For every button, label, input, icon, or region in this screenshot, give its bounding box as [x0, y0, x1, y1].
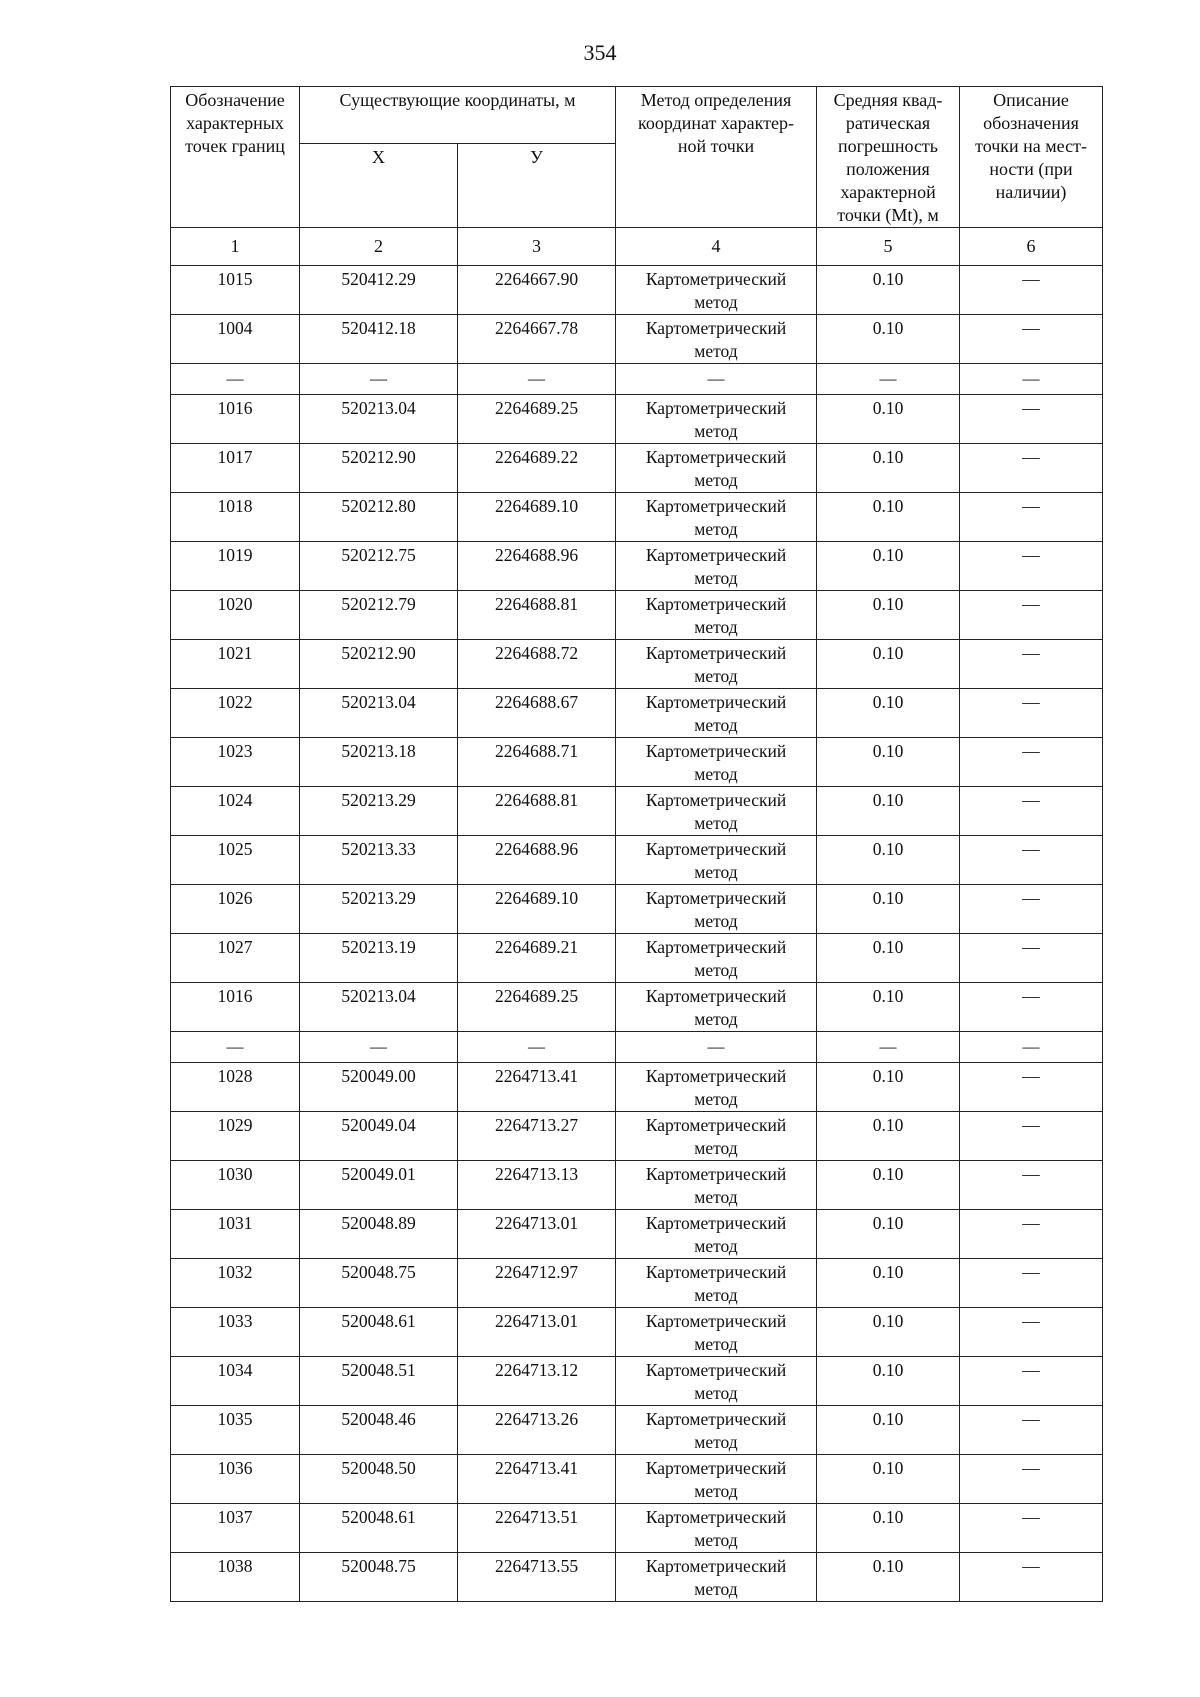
table-row: [171, 1308, 1103, 1357]
error-cell: 0.10: [817, 1455, 960, 1504]
description-dash: —: [960, 364, 1103, 395]
error-cell: 0.10: [817, 1504, 960, 1553]
error-cell: 0.10: [817, 836, 960, 885]
coordinates-table: [170, 86, 1103, 1602]
description-dash: —: [960, 493, 1103, 542]
table-row: [171, 934, 1103, 983]
separator-row: [171, 1032, 1103, 1063]
column-number: 3: [458, 228, 616, 266]
y-coordinate-cell: 2264713.51: [458, 1504, 616, 1553]
method-dash: —: [616, 1032, 817, 1063]
error-cell: 0.10: [817, 395, 960, 444]
x-coordinate-cell: 520049.04: [300, 1112, 458, 1161]
table-row: [171, 315, 1103, 364]
method-cell: Картометрический метод: [616, 493, 817, 542]
table-row: [171, 640, 1103, 689]
description-dash: —: [960, 934, 1103, 983]
x-coordinate-cell: 520048.46: [300, 1406, 458, 1455]
point-cell: 1034: [171, 1357, 300, 1406]
y-coordinate-cell: 2264713.01: [458, 1308, 616, 1357]
error-cell: 0.10: [817, 1210, 960, 1259]
x-coordinate-dash: —: [300, 364, 458, 395]
table-row: [171, 983, 1103, 1032]
method-cell: Картометрический метод: [616, 1063, 817, 1112]
method-cell: Картометрический метод: [616, 689, 817, 738]
separator-row: [171, 364, 1103, 395]
error-dash: —: [817, 364, 960, 395]
error-cell: 0.10: [817, 591, 960, 640]
error-cell: 0.10: [817, 1112, 960, 1161]
error-cell: 0.10: [817, 1063, 960, 1112]
y-coordinate-cell: 2264688.81: [458, 591, 616, 640]
point-cell: 1016: [171, 395, 300, 444]
description-dash: —: [960, 1032, 1103, 1063]
error-cell: 0.10: [817, 1553, 960, 1602]
table-row: [171, 395, 1103, 444]
point-cell: 1017: [171, 444, 300, 493]
method-cell: Картометрический метод: [616, 591, 817, 640]
table-row: [171, 1063, 1103, 1112]
y-coordinate-cell: 2264713.26: [458, 1406, 616, 1455]
point-cell: 1037: [171, 1504, 300, 1553]
method-cell: Картометрический метод: [616, 1406, 817, 1455]
x-coordinate-cell: 520213.33: [300, 836, 458, 885]
x-coordinate-cell: 520048.50: [300, 1455, 458, 1504]
point-cell: 1029: [171, 1112, 300, 1161]
description-dash: —: [960, 315, 1103, 364]
error-cell: 0.10: [817, 1308, 960, 1357]
point-cell: 1030: [171, 1161, 300, 1210]
y-coordinate-dash: —: [458, 1032, 616, 1063]
x-coordinate-cell: 520213.19: [300, 934, 458, 983]
table-row: [171, 542, 1103, 591]
description-dash: —: [960, 266, 1103, 315]
table-row: [171, 266, 1103, 315]
method-cell: Картометрический метод: [616, 266, 817, 315]
method-cell: Картометрический метод: [616, 395, 817, 444]
description-dash: —: [960, 738, 1103, 787]
page-number: 354: [583, 40, 617, 65]
description-dash: —: [960, 1308, 1103, 1357]
description-dash: —: [960, 689, 1103, 738]
error-cell: 0.10: [817, 542, 960, 591]
description-dash: —: [960, 1406, 1103, 1455]
x-coordinate-cell: 520212.90: [300, 444, 458, 493]
table-row: [171, 1112, 1103, 1161]
method-cell: Картометрический метод: [616, 1504, 817, 1553]
description-dash: —: [960, 1553, 1103, 1602]
column-number: 2: [300, 228, 458, 266]
column-number: 5: [817, 228, 960, 266]
table-row: [171, 1357, 1103, 1406]
description-dash: —: [960, 591, 1103, 640]
x-coordinate-cell: 520049.01: [300, 1161, 458, 1210]
x-coordinate-cell: 520048.61: [300, 1308, 458, 1357]
header-point: Обозначение характерных точек границ: [171, 87, 300, 228]
point-dash: —: [171, 1032, 300, 1063]
y-coordinate-cell: 2264713.01: [458, 1210, 616, 1259]
point-cell: 1024: [171, 787, 300, 836]
column-number: 4: [616, 228, 817, 266]
y-coordinate-cell: 2264713.55: [458, 1553, 616, 1602]
table-row: [171, 1406, 1103, 1455]
y-coordinate-cell: 2264667.78: [458, 315, 616, 364]
point-cell: 1004: [171, 315, 300, 364]
point-cell: 1025: [171, 836, 300, 885]
header-description: Описание обозначения точки на мест-ности (при наличии): [960, 87, 1103, 228]
header-x: Х: [300, 144, 458, 228]
table-row: [171, 885, 1103, 934]
y-coordinate-cell: 2264713.41: [458, 1063, 616, 1112]
method-cell: Картометрический метод: [616, 885, 817, 934]
description-dash: —: [960, 836, 1103, 885]
method-cell: Картометрический метод: [616, 1357, 817, 1406]
x-coordinate-cell: 520213.04: [300, 689, 458, 738]
point-cell: 1021: [171, 640, 300, 689]
x-coordinate-cell: 520048.89: [300, 1210, 458, 1259]
method-dash: —: [616, 364, 817, 395]
description-dash: —: [960, 1455, 1103, 1504]
y-coordinate-cell: 2264688.67: [458, 689, 616, 738]
error-cell: 0.10: [817, 738, 960, 787]
point-cell: 1035: [171, 1406, 300, 1455]
point-cell: 1019: [171, 542, 300, 591]
point-cell: 1018: [171, 493, 300, 542]
description-dash: —: [960, 444, 1103, 493]
y-coordinate-cell: 2264689.25: [458, 983, 616, 1032]
y-coordinate-cell: 2264689.21: [458, 934, 616, 983]
method-cell: Картометрический метод: [616, 934, 817, 983]
table-row: [171, 689, 1103, 738]
method-cell: Картометрический метод: [616, 1112, 817, 1161]
error-cell: 0.10: [817, 1259, 960, 1308]
x-coordinate-cell: 520212.90: [300, 640, 458, 689]
y-coordinate-cell: 2264667.90: [458, 266, 616, 315]
table-row: [171, 1259, 1103, 1308]
point-cell: 1022: [171, 689, 300, 738]
error-cell: 0.10: [817, 983, 960, 1032]
point-cell: 1028: [171, 1063, 300, 1112]
description-dash: —: [960, 640, 1103, 689]
table-row: [171, 493, 1103, 542]
table-row: [171, 787, 1103, 836]
x-coordinate-cell: 520048.75: [300, 1259, 458, 1308]
table-body: [171, 266, 1103, 1602]
y-coordinate-cell: 2264713.13: [458, 1161, 616, 1210]
x-coordinate-cell: 520412.18: [300, 315, 458, 364]
x-coordinate-cell: 520048.51: [300, 1357, 458, 1406]
table-row: [171, 1161, 1103, 1210]
table-row: [171, 444, 1103, 493]
y-coordinate-cell: 2264689.25: [458, 395, 616, 444]
x-coordinate-cell: 520213.04: [300, 395, 458, 444]
point-cell: 1031: [171, 1210, 300, 1259]
description-dash: —: [960, 1112, 1103, 1161]
table-row: [171, 1455, 1103, 1504]
point-cell: 1027: [171, 934, 300, 983]
y-coordinate-cell: 2264713.12: [458, 1357, 616, 1406]
method-cell: Картометрический метод: [616, 836, 817, 885]
y-coordinate-cell: 2264713.27: [458, 1112, 616, 1161]
point-cell: 1020: [171, 591, 300, 640]
point-cell: 1032: [171, 1259, 300, 1308]
y-coordinate-cell: 2264689.10: [458, 493, 616, 542]
error-dash: —: [817, 1032, 960, 1063]
y-coordinate-cell: 2264712.97: [458, 1259, 616, 1308]
point-cell: 1036: [171, 1455, 300, 1504]
method-cell: Картометрический метод: [616, 1455, 817, 1504]
method-cell: Картометрический метод: [616, 640, 817, 689]
table-row: [171, 738, 1103, 787]
error-cell: 0.10: [817, 787, 960, 836]
table-header: [171, 87, 1103, 266]
table-row: [171, 1504, 1103, 1553]
method-cell: Картометрический метод: [616, 315, 817, 364]
y-coordinate-cell: 2264688.71: [458, 738, 616, 787]
method-cell: Картометрический метод: [616, 542, 817, 591]
x-coordinate-cell: 520048.75: [300, 1553, 458, 1602]
table-row: [171, 1553, 1103, 1602]
method-cell: Картометрический метод: [616, 1210, 817, 1259]
point-cell: 1023: [171, 738, 300, 787]
y-coordinate-cell: 2264688.81: [458, 787, 616, 836]
y-coordinate-cell: 2264688.96: [458, 836, 616, 885]
point-cell: 1016: [171, 983, 300, 1032]
table-row: [171, 1210, 1103, 1259]
error-cell: 0.10: [817, 689, 960, 738]
error-cell: 0.10: [817, 315, 960, 364]
description-dash: —: [960, 885, 1103, 934]
y-coordinate-cell: 2264688.96: [458, 542, 616, 591]
x-coordinate-cell: 520212.75: [300, 542, 458, 591]
description-dash: —: [960, 1504, 1103, 1553]
description-dash: —: [960, 1210, 1103, 1259]
point-cell: 1026: [171, 885, 300, 934]
method-cell: Картометрический метод: [616, 787, 817, 836]
table-row: [171, 591, 1103, 640]
point-cell: 1033: [171, 1308, 300, 1357]
method-cell: Картометрический метод: [616, 1259, 817, 1308]
column-number: 1: [171, 228, 300, 266]
y-coordinate-dash: —: [458, 364, 616, 395]
method-cell: Картометрический метод: [616, 983, 817, 1032]
x-coordinate-cell: 520213.29: [300, 787, 458, 836]
x-coordinate-cell: 520213.18: [300, 738, 458, 787]
description-dash: —: [960, 1063, 1103, 1112]
method-cell: Картометрический метод: [616, 738, 817, 787]
description-dash: —: [960, 983, 1103, 1032]
point-cell: 1015: [171, 266, 300, 315]
x-coordinate-cell: 520412.29: [300, 266, 458, 315]
description-dash: —: [960, 787, 1103, 836]
description-dash: —: [960, 1161, 1103, 1210]
x-coordinate-cell: 520212.80: [300, 493, 458, 542]
header-error: Средняя квад-ратическая погрешность положения характерной точки (Mt), м: [817, 87, 960, 228]
header-y: У: [458, 144, 616, 228]
x-coordinate-cell: 520213.29: [300, 885, 458, 934]
y-coordinate-cell: 2264713.41: [458, 1455, 616, 1504]
method-cell: Картометрический метод: [616, 1553, 817, 1602]
error-cell: 0.10: [817, 1357, 960, 1406]
error-cell: 0.10: [817, 1406, 960, 1455]
error-cell: 0.10: [817, 934, 960, 983]
x-coordinate-cell: 520212.79: [300, 591, 458, 640]
error-cell: 0.10: [817, 1161, 960, 1210]
y-coordinate-cell: 2264689.10: [458, 885, 616, 934]
method-cell: Картометрический метод: [616, 1308, 817, 1357]
x-coordinate-cell: 520048.61: [300, 1504, 458, 1553]
description-dash: —: [960, 395, 1103, 444]
x-coordinate-dash: —: [300, 1032, 458, 1063]
description-dash: —: [960, 542, 1103, 591]
column-number: 6: [960, 228, 1103, 266]
method-cell: Картометрический метод: [616, 1161, 817, 1210]
column-numbers-row: [171, 228, 1103, 266]
y-coordinate-cell: 2264689.22: [458, 444, 616, 493]
error-cell: 0.10: [817, 493, 960, 542]
table-row: [171, 836, 1103, 885]
method-cell: Картометрический метод: [616, 444, 817, 493]
error-cell: 0.10: [817, 640, 960, 689]
point-dash: —: [171, 364, 300, 395]
header-method: Метод определения координат характер-ной точки: [616, 87, 817, 228]
y-coordinate-cell: 2264688.72: [458, 640, 616, 689]
x-coordinate-cell: 520049.00: [300, 1063, 458, 1112]
point-cell: 1038: [171, 1553, 300, 1602]
error-cell: 0.10: [817, 266, 960, 315]
description-dash: —: [960, 1357, 1103, 1406]
header-coordinates: Существующие координаты, м: [300, 87, 616, 144]
x-coordinate-cell: 520213.04: [300, 983, 458, 1032]
error-cell: 0.10: [817, 885, 960, 934]
error-cell: 0.10: [817, 444, 960, 493]
description-dash: —: [960, 1259, 1103, 1308]
